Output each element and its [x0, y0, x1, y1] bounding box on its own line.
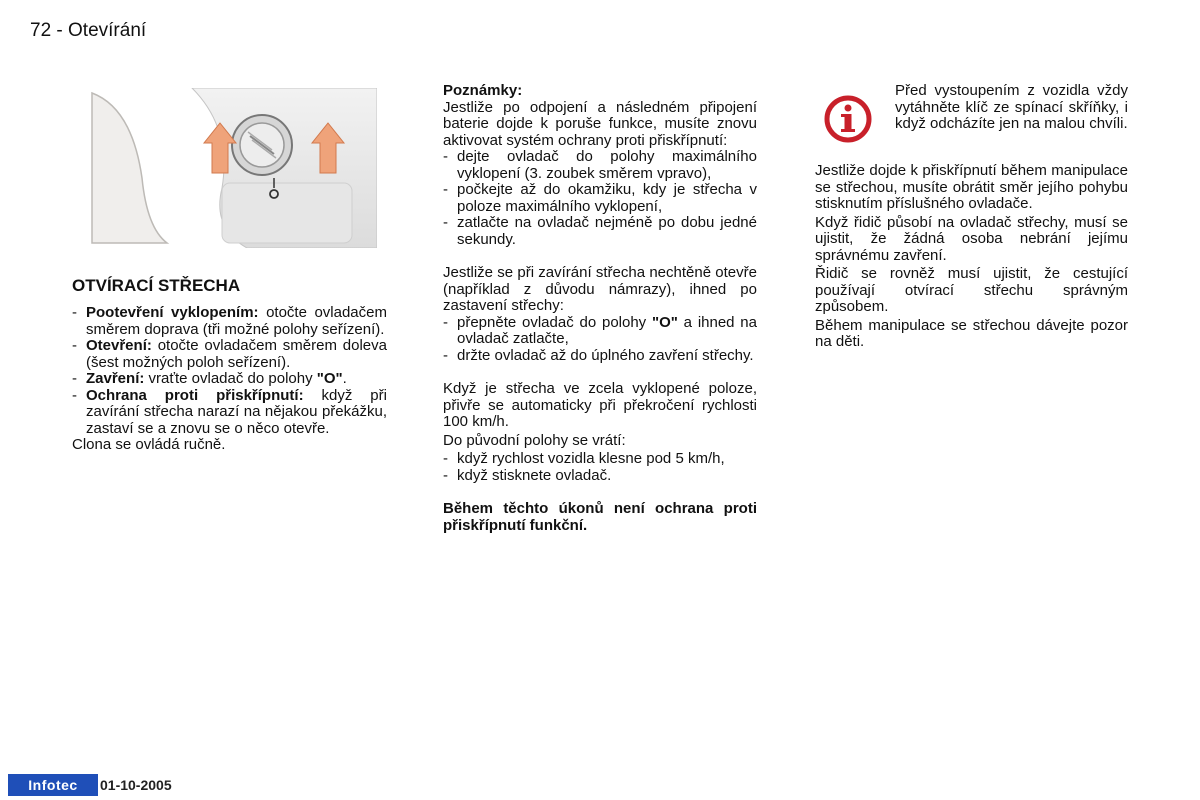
- info-text: Před vystoupením z vozidla vždy vytáhněte klíč ze spínací skříňky, i když odcházíte jen na malou chvíli.: [895, 82, 1128, 132]
- info-icon: [818, 93, 878, 145]
- paragraph: Jestliže se při zavírání střecha nechtěně otevře (například z důvodu námrazy), ihned po zastavení střechy:: [443, 264, 757, 314]
- paragraph: Řidič se rovněž musí ujistit, že cestující používají otvírací střechu správným způsobem.: [815, 265, 1128, 315]
- rotary-knob-icon: [232, 115, 292, 175]
- return-conditions-list: [443, 451, 757, 484]
- paragraph: Když řidič působí na ovladač střechy, musí se ujistit, že žádná osoba nebrání jejímu správnému zavření.: [815, 213, 1128, 264]
- paragraph: Když je střecha ve zcela vyklopené poloze, přivře se automaticky při překročení rychlosti 100 km/h.: [443, 380, 757, 430]
- list-item: - Otevření: otočte ovladačem směrem doleva (šest možných poloh seřízení).: [72, 338, 387, 371]
- paragraph: Do původní polohy se vrátí:: [443, 431, 626, 449]
- roof-function-list: [72, 305, 387, 437]
- page-number: 72: [30, 20, 52, 41]
- list-item: - Ochrana proti přiskřípnutí: když při zavírání střecha narazí na nějakou překážku, zastaví se a znovu se o něco otevře.: [72, 388, 387, 438]
- page-title: Otevírání: [68, 20, 147, 41]
- section-heading: OTVÍRACÍ STŘECHA: [72, 276, 241, 295]
- list-item: - Pootevření vyklopením: otočte ovladačem směrem doprava (tři možné polohy seřízení).: [72, 305, 387, 338]
- list-item: - přepněte ovladač do polohy "O" a ihned na ovladač zatlačte,: [443, 315, 757, 348]
- list-item: - Zavření: vraťte ovladač do polohy "O".: [72, 371, 387, 388]
- column-right: [815, 163, 1128, 351]
- list-item: - držte ovladač až do úplného zavření střechy.: [443, 348, 757, 365]
- footer-date: 01-10-2005: [100, 777, 172, 793]
- list-item: - zatlačte na ovladač nejméně po dobu jedné sekundy.: [443, 215, 757, 248]
- column-left: [72, 305, 387, 454]
- list-item: - počkejte až do okamžiku, kdy je střecha v poloze maximálního vyklopení,: [443, 182, 757, 215]
- reopen-steps-list: [443, 315, 757, 365]
- list-item: - když rychlost vozidla klesne pod 5 km/h,: [443, 451, 757, 468]
- infotec-logo: Infotec: [8, 774, 98, 796]
- warning-note: Během těchto úkonů není ochrana proti přiskřípnutí funkční.: [443, 500, 757, 534]
- paragraph: Jestliže dojde k přiskřípnutí během manipulace se střechou, musíte obrátit směr jejího pohybu stisknutím příslušného ovladače.: [815, 162, 1128, 212]
- column-middle: [443, 83, 757, 534]
- list-item: - když stisknete ovladač.: [443, 468, 757, 485]
- list-item: - dejte ovladač do polohy maximálního vyklopení (3. zoubek směrem vpravo),: [443, 149, 757, 182]
- header-separator: -: [56, 20, 63, 41]
- page-header: [30, 20, 146, 42]
- paragraph: Jestliže po odpojení a následném připojení baterie dojde k poruše funkce, musíte znovu aktivovat systém ochrany proti přiskřípnutí:: [443, 98, 757, 149]
- reset-steps-list: [443, 149, 757, 248]
- notes-title: Poznámky:: [443, 82, 523, 99]
- closing-note: Clona se ovládá ručně.: [72, 436, 226, 453]
- paragraph: Během manipulace se střechou dávejte pozor na děti.: [815, 316, 1128, 350]
- roof-control-illustration: [72, 88, 377, 248]
